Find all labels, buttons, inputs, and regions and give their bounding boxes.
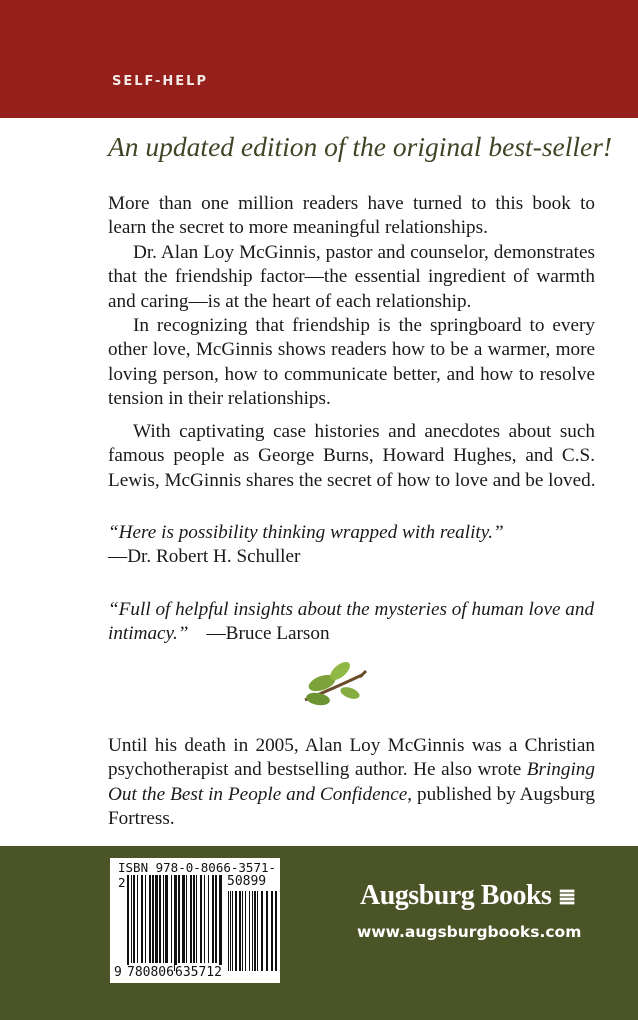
headline: An updated edition of the original best-seller! <box>108 131 613 162</box>
book-title: Out the Best in People and Confidence <box>108 783 408 805</box>
book-flame-icon: ≣ <box>557 884 576 909</box>
addon-code: 50899 <box>227 874 267 889</box>
quote-text: “Here is possibility thinking wrapped with reality.” <box>108 522 504 543</box>
author-bio <box>108 734 595 832</box>
barcode-bar <box>266 891 268 971</box>
barcode-bar <box>239 891 241 971</box>
text-line: With captivating case histories and anecdotes about such <box>133 421 595 442</box>
text-line: learn the secret to more meaningful relationships. <box>108 217 488 239</box>
ean-left-digits: 780806 <box>127 965 174 980</box>
barcode-bar <box>271 891 273 971</box>
description-paragraph-1 <box>108 192 595 241</box>
barcode-bar <box>249 891 250 971</box>
text-line: famous people as George Burns, Howard Hughes, and C.S. <box>108 445 595 467</box>
text-line: Fortress. <box>108 808 175 830</box>
quote-attribution: —Dr. Robert H. Schuller <box>108 546 301 568</box>
text-line: and caring—is at the heart of each relationship. <box>108 290 472 312</box>
book-title: Bringing <box>526 759 595 781</box>
barcode-bar <box>252 891 253 971</box>
category-banner <box>0 0 638 118</box>
barcode-bar <box>261 891 263 971</box>
description-paragraph-3 <box>108 314 595 412</box>
quote-attribution: —Bruce Larson <box>206 623 330 645</box>
quote-larson <box>108 598 595 647</box>
publisher-name: Augsburg Books <box>360 880 552 911</box>
text-line: In recognizing that friendship is the springboard to every <box>133 315 595 336</box>
text-line: , published by Augsburg <box>407 783 596 805</box>
text-line: tension in their relationships. <box>108 388 331 410</box>
text-line: Dr. Alan Loy McGinnis, pastor and counselor, demonstrates <box>133 242 595 263</box>
barcode-bar <box>235 891 237 971</box>
text-line: loving person, how to communicate better, and how to resolve <box>108 363 595 385</box>
barcode-bar <box>245 891 246 971</box>
text-line: More than one million readers have turned to this book to <box>108 193 595 214</box>
text-line: psychotherapist and bestselling author. He also wrote <box>108 759 522 781</box>
barcode-bar <box>242 891 243 971</box>
publisher-logo <box>360 880 576 912</box>
isbn-text: ISBN 978-0-8066-3571-2 <box>118 860 277 890</box>
quote-text: intimacy.” <box>108 623 189 645</box>
quote-schuller <box>108 521 595 570</box>
isbn-barcode <box>110 858 280 983</box>
text-line: other love, McGinnis shows readers how to be a warmer, more <box>108 339 595 361</box>
ean-first-digit: 9 <box>114 965 122 980</box>
barcode-bar <box>232 891 233 971</box>
quote-text: “Full of helpful insights about the mysteries of human love and <box>108 599 595 620</box>
leaf-icon <box>300 655 370 710</box>
text-line: Until his death in 2005, Alan Loy McGinnis was a Christian <box>108 735 595 756</box>
description-paragraph-4 <box>108 420 595 493</box>
ean-right-digits: 635712 <box>175 965 222 980</box>
barcode-bar <box>228 891 229 971</box>
barcode-bar <box>275 891 277 971</box>
category-label: SELF-HELP <box>112 74 208 89</box>
barcode-bar <box>257 891 258 971</box>
barcode-bar <box>230 891 231 971</box>
description-paragraph-2 <box>108 241 595 314</box>
text-line: that the friendship factor—the essential ingredient of warmth <box>108 266 595 288</box>
barcode-bar <box>254 891 256 971</box>
text-line: Lewis, McGinnis shares the secret of how to love and be loved. <box>108 469 596 491</box>
publisher-url[interactable]: www.augsburgbooks.com <box>357 923 582 941</box>
